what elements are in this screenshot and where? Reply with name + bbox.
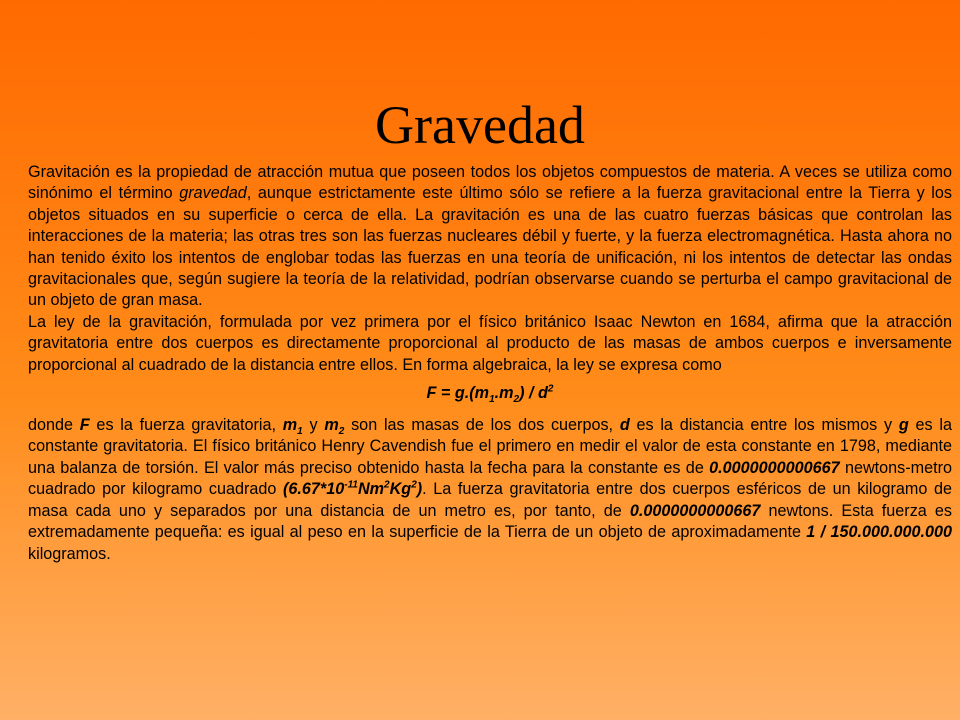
text: y [302, 416, 325, 435]
sci-exponent: 2 [384, 479, 390, 491]
text: son las masas de los dos cuerpos, [344, 416, 620, 435]
paragraph-newton-law: La ley de la gravitación, formulada por vez primera por el físico británico Isaac Newton en 1684, afirma que la atracción gravitatoria entre dos cuerpos es directamente proporcional al producto de las masas de ambos cuerpos e inversamente proporcional al cuadrado de la distancia entre ellos. En forma algebraica, la ley se expresa como [28, 312, 952, 374]
sci-exponent: 2 [411, 479, 417, 491]
text: es la constante gravitatoria. El físico británico Henry Cavendish fue el primero en medir el valor de esta constante en 1798, mediante una balanza de torsión. El valor más preciso obtenido hasta la fecha para la constante es de [28, 416, 952, 477]
force-value: 0.0000000000667 [629, 501, 761, 520]
mass-fraction: 1 / 150.000.000.000 [806, 523, 952, 542]
formula-part: F = g.(m [426, 384, 490, 403]
formula-subscript: 2 [513, 394, 520, 406]
slide-body [28, 162, 952, 565]
gravitation-formula [28, 380, 952, 406]
text: , aunque estrictamente este último sólo se refiere a la fuerza gravitacional entre la Tierra y los objetos situados en su superficie o cerca de ella. La gravitación es una de las cuatro fuerzas básicas que controlan las interacciones de la materia; las otras tres son las fuerzas nucleares débil y fuerte, y la fuerza electromagnética. Hasta ahora no han tenido éxito los intentos de englobar todas las fuerzas en una teoría de unificación, ni los intentos de detectar las ondas gravitacionales que, según sugiere la teoría de la relatividad, podrían observarse cuando se perturba el campo gravitacional de un objeto de gran masa. [28, 184, 952, 310]
paragraph-gravitation [28, 162, 952, 312]
formula-part: ) / d [519, 384, 548, 403]
var-g: g [898, 416, 909, 435]
formula-superscript: 2 [547, 383, 554, 395]
text: Gravitación es la propiedad de atracción mutua que poseen todos los objetos compuestos de materia. A veces se utiliza como sinónimo el término [28, 163, 952, 203]
text: donde [28, 416, 80, 435]
var-d: d [619, 416, 630, 435]
text: es la distancia entre los mismos y [629, 416, 899, 435]
text: es la fuerza gravitatoria, [89, 416, 283, 435]
text: newtons. Esta fuerza es extremadamente pequeña: es igual al peso en la superficie de la Tierra de un objeto de aproximadamente [28, 501, 952, 542]
var-m1: m [282, 416, 298, 435]
var-m1-subscript: 1 [297, 426, 303, 438]
text: newtons-metro cuadrado por kilogramo cuadrado [28, 458, 953, 499]
sci-exponent: -11 [344, 479, 358, 491]
slide-title: Gravedad [375, 95, 585, 155]
sci-part: ) [416, 480, 423, 499]
sci-part: (6.67*10 [283, 480, 345, 499]
formula-subscript: 1 [489, 394, 495, 406]
var-F: F [79, 416, 90, 435]
term-gravedad: gravedad [179, 184, 247, 203]
var-m2: m [324, 416, 339, 435]
var-m2-subscript: 2 [338, 426, 345, 438]
text: kilogramos. [28, 544, 111, 563]
constant-value: 0.0000000000667 [709, 458, 840, 477]
formula-part: .m [494, 384, 514, 403]
paragraph-definitions [28, 415, 952, 565]
sci-part: Nm [357, 480, 385, 499]
constant-scientific [283, 480, 422, 498]
sci-part: Kg [389, 480, 412, 499]
text: . La fuerza gravitatoria entre dos cuerpos esféricos de un kilogramo de masa cada uno y separados por una distancia de un metro es, por tanto, de [28, 480, 952, 520]
